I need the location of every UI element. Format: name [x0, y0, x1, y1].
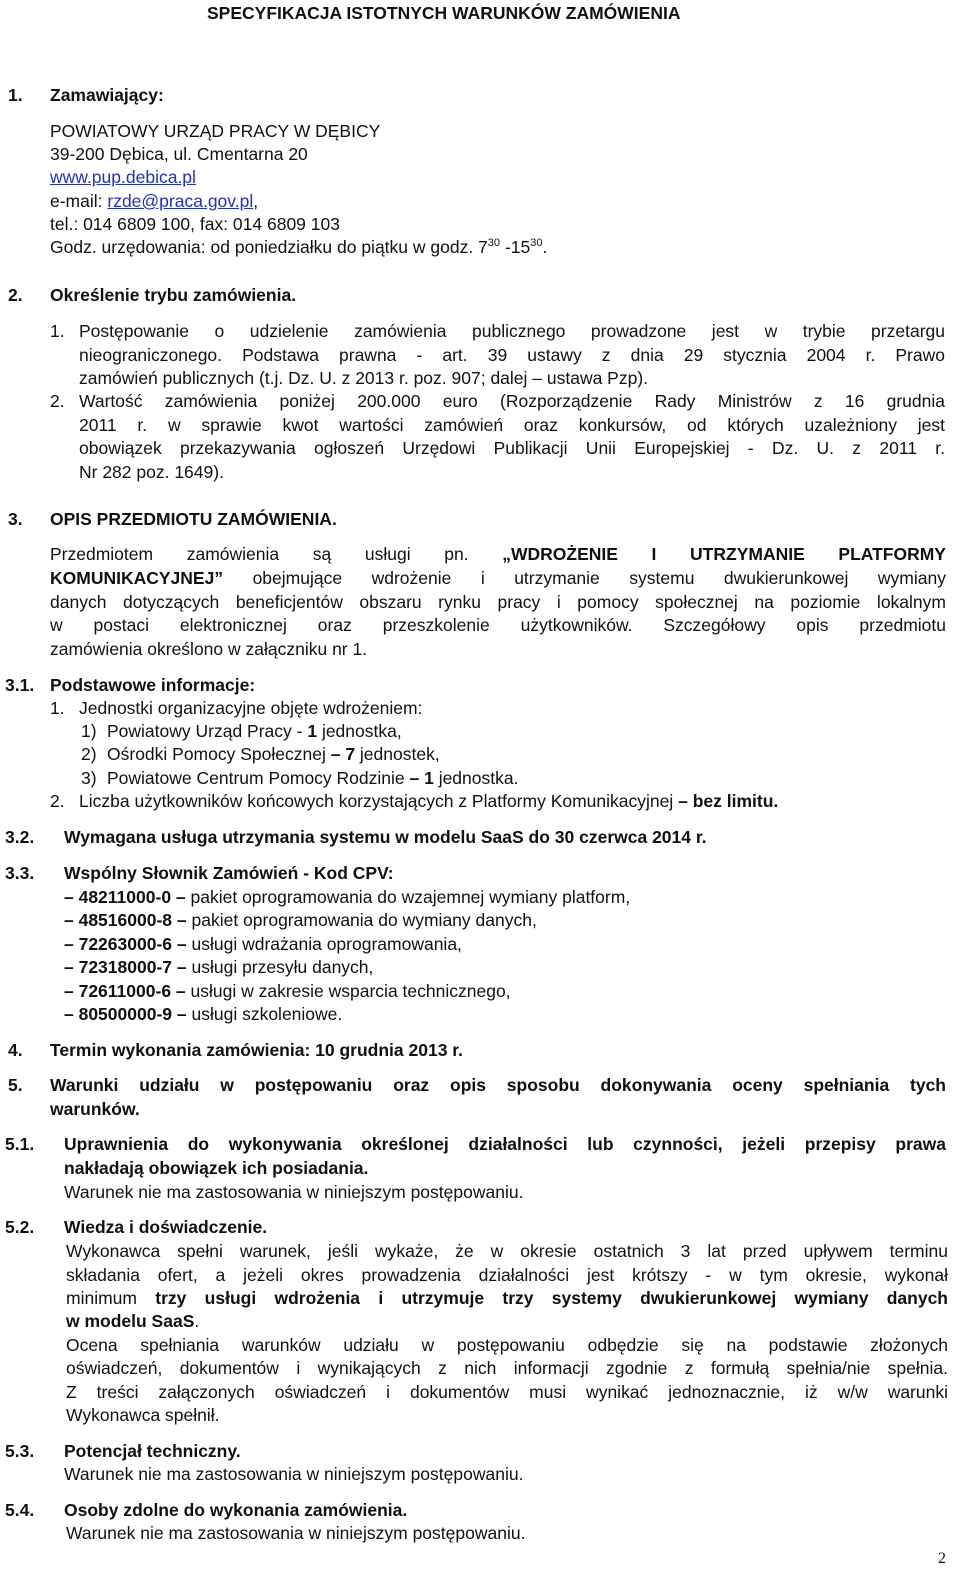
section-3-line-4: w postaci elektronicznej oraz przeszkolenie użytkowników. Szczegółowy opis przedmiotu [50, 615, 946, 635]
office-hours [50, 236, 547, 258]
section-5-2-line-3-text: minimum [66, 1288, 156, 1308]
section-2-item-2-line-4: Nr 282 poz. 1649). [79, 462, 224, 482]
section-3-1-item-1-number: 1. [50, 698, 65, 718]
section-5-2-number: 5.2. [5, 1217, 35, 1237]
unit-2-number: 2) [81, 744, 97, 764]
unit-3-name: Powiatowe Centrum Pomocy Rodzinie [107, 768, 410, 788]
cpv-description: usługi szkoleniowe. [186, 1004, 343, 1024]
cpv-code: – 72611000-6 – [64, 981, 186, 1001]
employer-address: 39-200 Dębica, ul. Cmentarna 20 [50, 144, 308, 164]
section-3-line-1 [50, 543, 946, 565]
cpv-item [64, 886, 630, 908]
document-title: SPECYFIKACJA ISTOTNYCH WARUNKÓW ZAMÓWIENIA [207, 3, 681, 23]
office-hours-to: -15 [500, 237, 531, 257]
section-3-line-2 [50, 567, 946, 589]
cpv-code: – 48211000-0 – [64, 887, 186, 907]
cpv-code: – 72318000-7 – [64, 957, 187, 977]
section-4-number: 4. [8, 1040, 23, 1060]
unit-1-suffix: jednostka, [317, 721, 402, 741]
section-3-line-1-text: Przedmiotem zamówienia są usługi pn. [50, 544, 469, 564]
cpv-description: pakiet oprogramowania do wymiany danych, [186, 910, 537, 930]
section-5-2-requirement: trzy usługi wdrożenia i utrzymuje trzy systemy dwukierunkowej wymiany danych [155, 1288, 948, 1308]
section-2-item-2-line-1: Wartość zamówienia poniżej 200.000 euro (Rozporządzenie Rady Ministrów z 16 grudnia [79, 391, 945, 411]
section-2-item-2-line-2: 2011 r. w sprawie kwot wartości zamówień oraz konkursów, od których uzależniony jest [79, 415, 945, 435]
employer-website [50, 166, 196, 188]
cpv-item [64, 909, 537, 931]
section-5-number: 5. [8, 1075, 23, 1095]
email-label: e-mail: [50, 191, 108, 211]
cpv-description: pakiet oprogramowania do wzajemnej wymiany platform, [185, 887, 631, 907]
section-5-2-line-7: Z treści załączonych oświadczeń i dokumentów musi wynikać jednoznacznie, iż w/w warunki [66, 1382, 948, 1402]
section-3-3-number: 3.3. [5, 863, 35, 883]
unit-2-count: – 7 [330, 744, 356, 764]
section-5-2-line-5: Ocena spełniania warunków udziału w postępowaniu odbędzie się na podstawie złożonych [66, 1335, 948, 1355]
unit-1-name: Powiatowy Urząd Pracy - [107, 721, 308, 741]
service-name-part-1: „WDROŻENIE I UTRZYMANIE PLATFORMY [502, 544, 946, 564]
hours-superscript-close: 30 [530, 237, 543, 249]
section-2-item-1-number: 1. [50, 321, 65, 341]
email-punct: , [253, 191, 259, 211]
section-2-heading: Określenie trybu zamówienia. [50, 285, 297, 305]
unit-2 [107, 743, 440, 765]
section-4-heading: Termin wykonania zamówienia: 10 grudnia 2013 r. [50, 1040, 464, 1060]
section-5-2-requirement-end: w modelu SaaS [66, 1311, 195, 1331]
section-2-item-1-line-1: Postępowanie o udzielenie zamówienia publicznego prowadzone jest w trybie przetargu [79, 321, 945, 341]
unit-2-name: Ośrodki Pomocy Społecznej [107, 744, 331, 764]
section-3-2-heading: Wymagana usługa utrzymania systemu w modelu SaaS do 30 czerwca 2014 r. [64, 827, 707, 847]
section-3-3-heading: Wspólny Słownik Zamówień - Kod CPV: [64, 863, 394, 883]
unit-1-number: 1) [81, 721, 97, 741]
users-text: Liczba użytkowników końcowych korzystających z Platformy Komunikacyjnej [79, 791, 679, 811]
section-5-2-heading: Wiedza i doświadczenie. [64, 1217, 268, 1237]
section-5-1-number: 5.1. [5, 1134, 35, 1154]
section-5-2-line-4 [66, 1310, 199, 1332]
unit-3-suffix: jednostka. [433, 768, 519, 788]
section-2-item-2-number: 2. [50, 391, 65, 411]
section-5-1-heading-line-2: nakładają obowiązek ich posiadania. [64, 1158, 369, 1178]
cpv-code: – 48516000-8 – [64, 910, 187, 930]
unit-3-count: – 1 [409, 768, 434, 788]
section-5-2-line-8: Wykonawca spełnił. [66, 1405, 220, 1425]
employer-name: POWIATOWY URZĄD PRACY W DĘBICY [50, 121, 381, 141]
section-2-item-1-line-2: nieograniczonego. Podstawa prawna - art. 39 ustawy z dnia 29 stycznia 2004 r. Prawo [79, 345, 945, 365]
section-5-4-number: 5.4. [5, 1500, 35, 1520]
section-5-heading-line-2: warunków. [50, 1099, 140, 1119]
section-5-3-text: Warunek nie ma zastosowania w niniejszym postępowaniu. [64, 1464, 524, 1484]
cpv-item [64, 956, 373, 978]
website-link[interactable]: www.pup.debica.pl [50, 167, 196, 187]
section-3-1-item-2-number: 2. [50, 791, 65, 811]
cpv-description: usługi w zakresie wsparcia technicznego, [185, 981, 511, 1001]
section-5-3-heading: Potencjał techniczny. [64, 1441, 241, 1461]
cpv-code: – 80500000-9 – [64, 1004, 187, 1024]
unit-1 [107, 720, 402, 742]
section-3-1-item-2 [79, 790, 778, 812]
unit-3 [107, 767, 518, 789]
section-1-number: 1. [8, 85, 23, 105]
section-5-1-text: Warunek nie ma zastosowania w niniejszym postępowaniu. [64, 1182, 524, 1202]
section-3-2-number: 3.2. [5, 827, 35, 847]
section-5-2-line-2: składania ofert, a jeżeli okres prowadzenia działalności jest krótszy - w tym okresie, wykonał [66, 1265, 948, 1285]
hours-superscript-open: 30 [487, 237, 501, 249]
section-2-number: 2. [8, 285, 23, 305]
section-5-2-line-4-punct: . [194, 1311, 200, 1331]
office-hours-text: Godz. urzędowania: od poniedziałku do piątku w godz. 7 [50, 237, 488, 257]
unit-3-number: 3) [81, 768, 97, 788]
section-3-line-3: danych dotyczących beneficjentów obszaru rynku pracy i pomocy społecznej na poziomie lokalnym [50, 592, 946, 612]
users-limit: – bez limitu. [678, 791, 779, 811]
cpv-item [64, 1003, 342, 1025]
section-5-2-line-3 [66, 1287, 948, 1309]
employer-phone: tel.: 014 6809 100, fax: 014 6809 103 [50, 214, 340, 234]
section-3-1-number: 3.1. [5, 675, 35, 695]
unit-1-count: 1 [307, 721, 318, 741]
section-3-line-2-text: obejmujące wdrożenie i utrzymanie systemu dwukierunkowej wymiany [252, 568, 946, 588]
section-5-heading-line-1: Warunki udziału w postępowaniu oraz opis sposobu dokonywania oceny spełniania tych [50, 1075, 946, 1095]
office-hours-end: . [542, 237, 548, 257]
cpv-code: – 72263000-6 – [64, 934, 187, 954]
section-5-4-heading: Osoby zdolne do wykonania zamówienia. [64, 1500, 408, 1520]
page-number: 2 [938, 1550, 946, 1567]
section-5-4-text: Warunek nie ma zastosowania w niniejszym postępowaniu. [66, 1523, 526, 1543]
email-link[interactable]: rzde@praca.gov.pl [107, 191, 254, 211]
unit-2-suffix: jednostek, [355, 744, 440, 764]
section-5-2-line-6: oświadczeń, dokumentów i wynikających z nich informacji zgodnie z formułą spełnia/nie spełnia. [66, 1358, 948, 1378]
cpv-item [64, 980, 511, 1002]
cpv-description: usługi wdrażania oprogramowania, [186, 934, 462, 954]
section-2-item-2-line-3: obowiązek przekazywania ogłoszeń Urzędowi Publikacji Unii Europejskiej - Dz. U. z 2011 r. [79, 438, 945, 458]
employer-email [50, 190, 258, 212]
section-3-number: 3. [8, 509, 23, 529]
section-1-heading: Zamawiający: [50, 85, 164, 105]
section-5-1-heading-line-1: Uprawnienia do wykonywania określonej działalności lub czynności, jeżeli przepisy prawa [64, 1134, 946, 1154]
cpv-description: usługi przesyłu danych, [186, 957, 374, 977]
section-3-1-item-1: Jednostki organizacyjne objęte wdrożeniem: [79, 698, 423, 718]
section-2-item-1-line-3: zamówień publicznych (t.j. Dz. U. z 2013 r. poz. 907; dalej – ustawa Pzp). [79, 368, 649, 388]
section-5-2-line-1: Wykonawca spełni warunek, jeśli wykaże, że w okresie ostatnich 3 lat przed upływem terminu [66, 1241, 948, 1261]
section-3-1-heading: Podstawowe informacje: [50, 675, 256, 695]
service-name-part-2: KOMUNIKACYJNEJ” [50, 568, 224, 588]
section-5-3-number: 5.3. [5, 1441, 35, 1461]
section-3-line-5: zamówienia określono w załączniku nr 1. [50, 639, 368, 659]
cpv-item [64, 933, 462, 955]
section-3-heading: OPIS PRZEDMIOTU ZAMÓWIENIA. [50, 509, 337, 529]
